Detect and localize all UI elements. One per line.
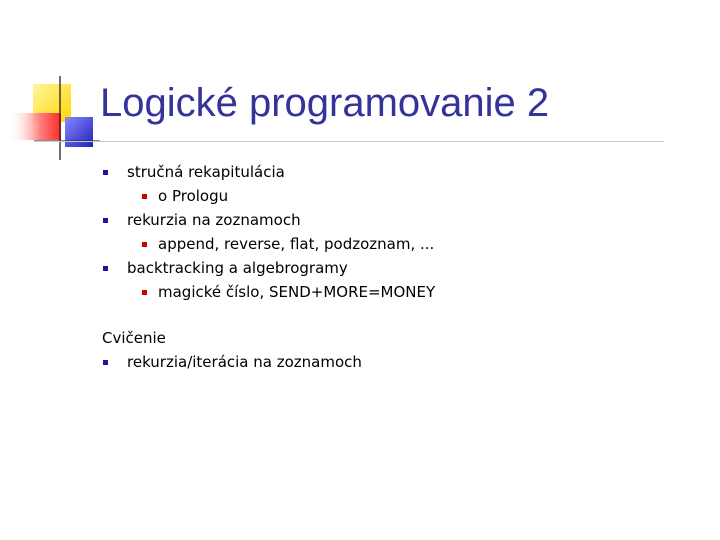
sub-bullet-marker xyxy=(142,242,147,247)
bullet-text: rekurzia na zoznamoch xyxy=(127,211,301,229)
bullet-text: rekurzia/iterácia na zoznamoch xyxy=(127,353,362,371)
sub-bullet-text: o Prologu xyxy=(158,187,229,205)
title-divider xyxy=(34,141,664,142)
section-heading-text: Cvičenie xyxy=(102,329,166,347)
sub-bullet-text: append, reverse, flat, podzoznam, ... xyxy=(158,235,435,253)
slide-logo xyxy=(0,0,100,170)
slide-title: Logické programovanie 2 xyxy=(100,81,550,125)
bullet-text: stručná rekapitulácia xyxy=(127,163,285,181)
bullet-marker xyxy=(103,360,108,365)
sub-bullet-marker xyxy=(142,194,147,199)
sub-bullet-text: magické číslo, SEND+MORE=MONEY xyxy=(158,283,436,301)
bullet-marker xyxy=(103,266,108,271)
bullet-text: backtracking a algebrogramy xyxy=(127,259,348,277)
bullet-marker xyxy=(103,218,108,223)
sub-bullet-marker xyxy=(142,290,147,295)
bullet-marker xyxy=(103,170,108,175)
